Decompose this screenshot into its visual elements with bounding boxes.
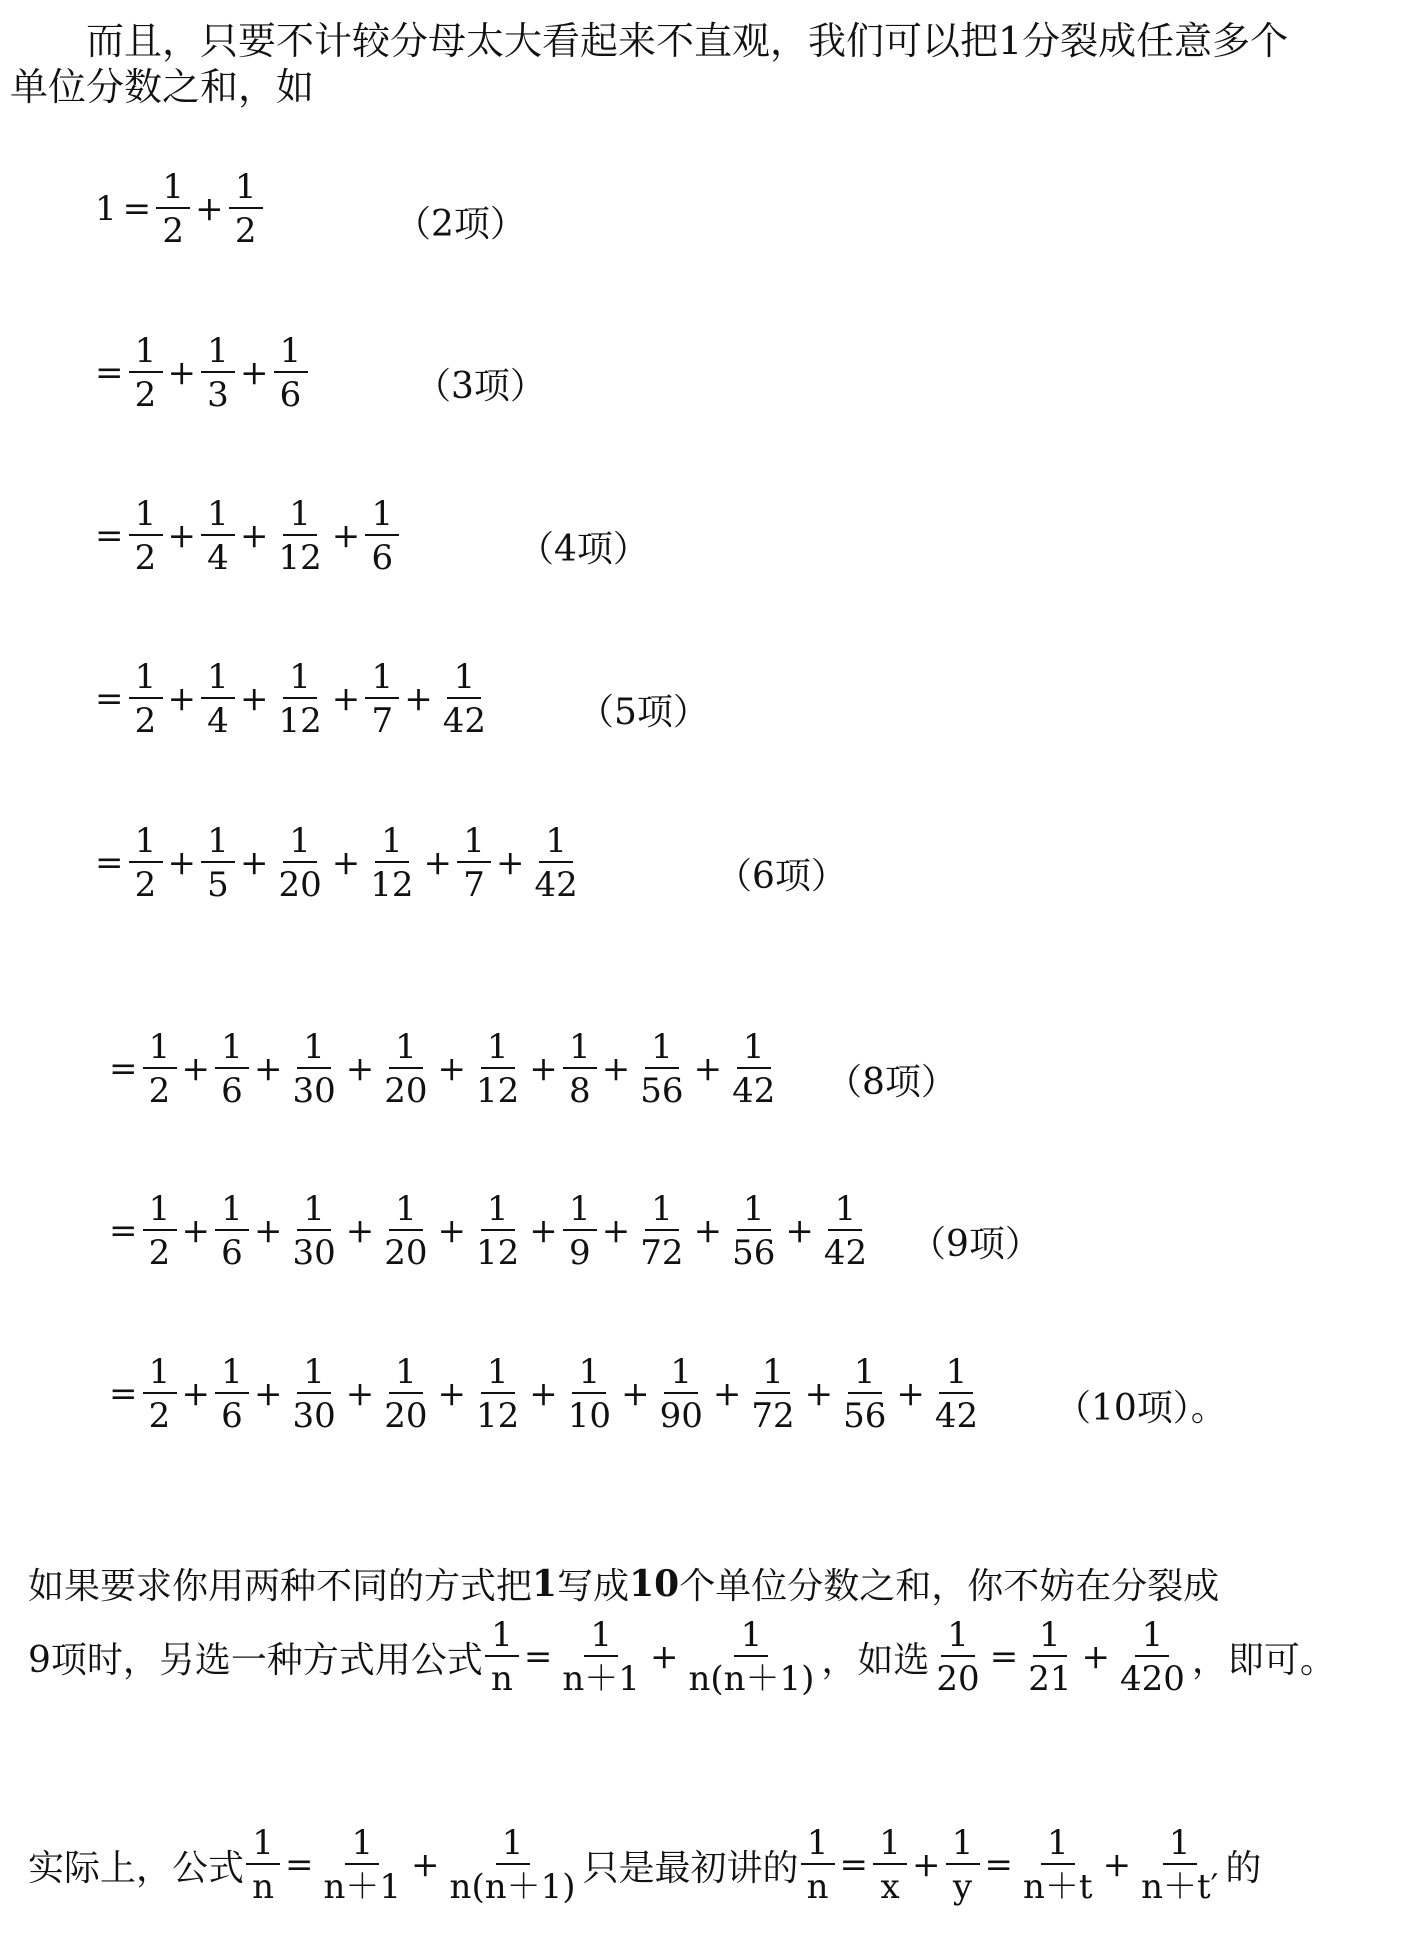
term-count-label: （2项） [395,204,526,245]
plus-sign: + [529,1049,558,1089]
fraction: $\frac{1}{6}$ [215,1190,249,1272]
plus-sign: + [1102,1845,1132,1885]
fraction: $\frac{1}{12}$ [476,1352,520,1436]
lhs-one: 1 [95,189,117,229]
fraction: $\frac{1}{6}$ [215,1028,249,1110]
fraction: $\frac{1}{2}$ [143,1190,177,1272]
fraction: $\frac{1}{9}$ [563,1190,597,1272]
fraction: $\frac{1}{4}$ [201,495,235,577]
plus-sign: + [240,516,269,556]
fraction: $\frac{1}{20}$ [936,1615,980,1699]
plus-sign: + [496,843,525,883]
intro-line-1: 而且，只要不计较分母太大看起来不直观，我们可以把1分裂成任意多个 [86,19,1289,63]
fraction: $\frac{1}{n+1}$ [562,1615,640,1699]
plus-sign: + [195,189,224,229]
plus-sign: + [181,1211,210,1251]
fraction: $\frac{1}{12}$ [278,494,322,578]
fraction: $\frac{1}{42}$ [732,1027,776,1111]
equation-10-terms [106,1353,985,1435]
plus-sign: + [345,1049,375,1089]
equation-4-terms [92,495,401,577]
plus-sign: + [601,1211,631,1251]
plus-sign: + [254,1374,283,1414]
fraction: $\frac{1}{n}$ [246,1824,280,1906]
equation-3-terms [92,332,310,414]
fraction: $\frac{1}{12}$ [278,657,322,741]
fraction: $\frac{1}{2}$ [143,1353,177,1435]
term-count-label: （4项） [518,529,649,570]
fraction: $\frac{1}{y}$ [946,1824,980,1906]
fraction: $\frac{1}{12}$ [476,1027,520,1111]
plus-sign: + [345,1211,375,1251]
fraction: $\frac{1}{6}$ [215,1353,249,1435]
fraction: $\frac{1}{56}$ [732,1189,776,1273]
plus-sign: + [181,1049,210,1089]
fraction: $\frac{1}{2}$ [129,658,163,740]
plus-sign: + [437,1374,467,1414]
plus-sign: + [529,1211,558,1251]
fraction: $\frac{1}{12}$ [370,821,414,905]
fraction: $\frac{1}{6}$ [365,495,399,577]
plus-sign: + [621,1374,650,1414]
plus-sign: + [437,1049,467,1089]
fraction: $\frac{1}{2}$ [143,1028,177,1110]
fraction: $\frac{1}{20}$ [384,1189,428,1273]
plus-sign: + [1081,1637,1110,1677]
equals-sign: = [109,1211,138,1251]
plus-sign: + [331,843,361,883]
plus-sign: + [167,516,196,556]
plus-sign: + [240,679,269,719]
fraction: $\frac{1}{42}$ [442,657,487,741]
plus-sign: + [240,353,269,393]
term-count-label: （8项） [826,1062,957,1103]
plus-sign: + [785,1211,814,1251]
fraction: $\frac{1}{12}$ [476,1189,520,1273]
equals-sign: = [109,1049,138,1089]
plus-sign: + [649,1637,679,1677]
fraction: $\frac{1}{n}$ [801,1824,835,1906]
equals-sign: = [109,1374,138,1414]
fraction: $\frac{1}{2}$ [129,332,163,414]
intro-line-2: 单位分数之和，如 [10,65,315,109]
equals-sign: = [523,1637,553,1677]
plus-sign: + [167,843,196,883]
plus-sign: + [254,1211,283,1251]
fraction: $\frac{1}{8}$ [563,1028,597,1110]
fraction: $\frac{1}{n+t'}$ [1141,1823,1219,1907]
fraction: $\frac{1}{7}$ [365,658,399,740]
plus-sign: + [240,843,269,883]
equals-sign: = [285,1845,314,1885]
equation-6-terms [92,822,585,904]
fraction: $\frac{1}{20}$ [384,1027,428,1111]
plus-sign: + [167,679,196,719]
fraction: $\frac{1}{n+1}$ [323,1823,402,1907]
plus-sign: + [601,1049,631,1089]
fraction: $\frac{1}{420}$ [1119,1615,1185,1699]
fraction: $\frac{1}{72}$ [640,1189,684,1273]
fraction: $\frac{1}{42}$ [534,821,578,905]
equals-sign: = [839,1845,869,1885]
fraction: $\frac{1}{n}$ [485,1616,519,1698]
equation-9-terms [106,1190,874,1272]
term-count-label: （3项） [415,366,546,407]
fraction: $\frac{1}{7}$ [457,822,491,904]
plus-sign: + [804,1374,834,1414]
plus-sign: + [404,679,433,719]
plus-sign: + [912,1845,941,1885]
fraction: $\frac{1}{42}$ [934,1352,979,1436]
para2-line-2: 9项时，另选一种方式用公式 $\frac{1}{n}$ = $\frac{1}{n+1}$ + $\frac{1}{n(n+1)}$ ，如选 $\frac{1}{20}$ = $\frac{1}{21}$ + $\frac{1}{420}$ ，即可。 [28,1615,1336,1699]
fraction: $\frac{1}{n(n+1)}$ [688,1615,815,1699]
fraction: $\frac{1}{56}$ [640,1027,684,1111]
plus-sign: + [181,1374,210,1414]
equals-sign: = [95,516,124,556]
term-count-label: （9项） [910,1224,1041,1265]
fraction: $\frac{1}{5}$ [201,822,235,904]
fraction: $\frac{1}{30}$ [292,1352,336,1436]
fraction: $\frac{1}{2}$ [229,168,263,250]
fraction: $\frac{1}{90}$ [659,1352,703,1436]
equals-sign: = [122,189,152,229]
equation-8-terms [106,1028,782,1110]
fraction: $\frac{1}{4}$ [201,658,235,740]
plus-sign: + [331,679,361,719]
plus-sign: + [167,353,196,393]
fraction: $\frac{1}{10}$ [567,1352,612,1436]
fraction: $\frac{1}{56}$ [843,1352,887,1436]
equation-5-terms [92,658,493,740]
fraction: $\frac{1}{6}$ [274,332,308,414]
fraction: $\frac{1}{21}$ [1028,1615,1072,1699]
para3-line: 实际上，公式 $\frac{1}{n}$ = $\frac{1}{n+1}$ + $\frac{1}{n(n+1)}$ 只是最初讲的 $\frac{1}{n}$ = $\frac{1}{x}$ + $\frac{1}{y}$ = $\frac{1}{n+t}$ + $\frac{1}{n+t'}$ 的 [28,1823,1262,1907]
para2-line-1: 如果要求你用两种不同的方式把 1 写成 10 个单位分数之和，你不妨在分裂成 [28,1562,1220,1607]
equals-sign: = [95,353,124,393]
plus-sign: + [254,1049,283,1089]
fraction: $\frac{1}{20}$ [384,1352,428,1436]
equals-sign: = [95,679,124,719]
plus-sign: + [693,1211,723,1251]
fraction: $\frac{1}{n(n+1)}$ [449,1823,576,1907]
fraction: $\frac{1}{20}$ [278,821,322,905]
term-count-label: （5项） [578,692,709,733]
plus-sign: + [693,1049,723,1089]
fraction: $\frac{1}{x}$ [873,1824,907,1906]
plus-sign: + [411,1845,440,1885]
equals-sign: = [984,1845,1014,1885]
fraction: $\frac{1}{30}$ [292,1027,336,1111]
fraction: $\frac{1}{42}$ [823,1189,868,1273]
fraction: $\frac{1}{2}$ [129,822,163,904]
fraction: $\frac{1}{2}$ [129,495,163,577]
plus-sign: + [423,843,453,883]
term-count-label: （10项）。 [1055,1388,1227,1429]
fraction: $\frac{1}{3}$ [201,332,235,414]
plus-sign: + [437,1211,467,1251]
plus-sign: + [712,1374,742,1414]
equation-2-terms [92,168,265,250]
fraction: $\frac{1}{30}$ [292,1189,336,1273]
plus-sign: + [345,1374,375,1414]
plus-sign: + [331,516,361,556]
equals-sign: = [989,1637,1019,1677]
fraction: $\frac{1}{n+t}$ [1023,1823,1093,1907]
fraction: $\frac{1}{2}$ [156,168,190,250]
fraction: $\frac{1}{72}$ [751,1352,795,1436]
equals-sign: = [95,843,124,883]
plus-sign: + [529,1374,558,1414]
plus-sign: + [896,1374,925,1414]
intro-paragraph [10,18,1410,110]
term-count-label: （6项） [716,856,847,897]
